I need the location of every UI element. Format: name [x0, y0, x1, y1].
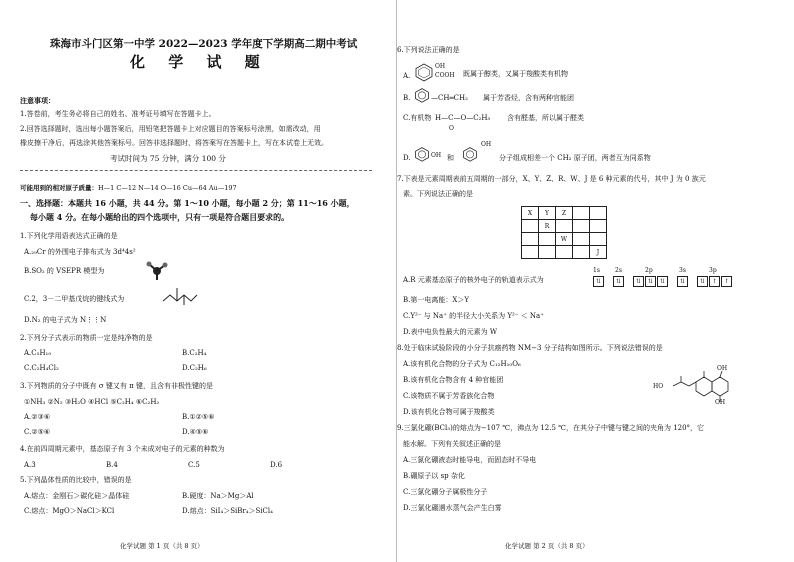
grid-cell: W — [556, 233, 573, 246]
q7-option-c: C.Y²⁻ 与 Na⁺ 的半径大小关系为 Y²⁻ ＜ Na⁺ — [403, 312, 544, 320]
orbital-box: ⇅ — [613, 276, 624, 287]
q9-option-d: D.三氯化硼遇水蒸气会产生白雾 — [403, 504, 502, 512]
q5-option-b: B.硬度：Na＞Mg＞Al — [182, 492, 254, 500]
grid-cell — [539, 233, 556, 246]
q5-option-c: C.熔点：MgO＞NaCl＞KCl — [24, 507, 115, 515]
q7-stem-1: 7.下表是元素周期表前五周期的一部分，X、Y、Z、R、W、J 是 6 种元素的代号，其中 J 为 0 族元 — [397, 175, 706, 183]
atomic-masses-label: 可能用到的相对原子质量： — [20, 184, 98, 192]
orbital-box: ⇅ — [677, 276, 688, 287]
benzyl-alcohol-ring-icon — [413, 62, 435, 82]
q9-stem-2: 能水解。下列有关叙述正确的是 — [403, 440, 501, 448]
orbital-label-1s: 1s — [593, 267, 600, 274]
q6-stem: 6.下列说法正确的是 — [397, 46, 460, 54]
orbital-diagram — [593, 276, 733, 287]
orbital-box: ⇅ — [657, 276, 668, 287]
grid-cell — [556, 246, 573, 259]
q4-stem: 4.在前四周期元素中，基态原子有 3 个未成对电子的元素的种数为 — [20, 445, 225, 453]
q1-option-b: B.SO₂ 的 VSEPR 模型为 — [24, 267, 105, 275]
grid-cell — [573, 246, 590, 259]
school-title: 珠海市斗门区第一中学 2022—2023 学年度下学期高二期中考试 — [50, 38, 358, 50]
q3-option-c: C.②⑤⑥ — [24, 428, 51, 436]
q6-option-c-post: 含有醛基，所以属于醛类 — [507, 114, 584, 122]
q6-d-oh-2: OH — [481, 141, 492, 148]
q3-option-d: D.④⑤⑥ — [182, 428, 209, 436]
section-1-line-1: 一、选择题：本题共 16 小题，共 44 分。第 1～10 小题，每小题 2 分；第 11～16 小题， — [20, 198, 355, 208]
atomic-masses — [20, 184, 237, 193]
styrene-ring-icon — [413, 87, 431, 103]
grid-cell: J — [590, 246, 607, 259]
q8-ho-label: HO — [653, 383, 664, 390]
orbital-box: ↑ — [721, 276, 732, 287]
q3-stem: 3.下列物质的分子中既有 σ 键又有 π 键，且含有非极性键的是 — [20, 382, 213, 390]
notes-heading: 注意事项： — [20, 96, 55, 105]
q8-option-c: C.该物质不属于芳香族化合物 — [403, 392, 495, 400]
benzyl-ring-icon — [461, 146, 479, 162]
q2-option-d: D.C₂H₆ — [182, 364, 207, 372]
q6-d-and: 和 — [447, 154, 454, 162]
q1-option-d: D.N₂ 的电子式为 N⋮⋮N — [24, 316, 107, 324]
q2-option-c: C.C₂H₄Cl₂ — [24, 364, 59, 372]
q6-option-a-label: A. — [403, 72, 411, 80]
q7-option-b: B.第一电离能：X＞Y — [403, 296, 469, 304]
q6-c-carbonyl-o: O — [449, 125, 454, 132]
q6-d-oh-1: OH — [431, 152, 442, 159]
exam-title: 化 学 试 题 — [130, 53, 269, 71]
q2-stem: 2.下列分子式表示的物质一定是纯净物的是 — [20, 334, 153, 342]
q4-option-c: C.5 — [188, 461, 200, 469]
q1-option-a: A.₂₉Cr 的外围电子排布式为 3d⁴4s² — [24, 248, 136, 256]
nm3-structure-icon — [659, 362, 745, 406]
q9-stem-1: 9.三氯化硼(BCl₃)的熔点为−107 ℃，沸点为 12.5 ℃，在其分子中键与键之间的夹角为 120°，它 — [397, 424, 705, 432]
q8-option-d: D.该有机化合物可属于羧酸类 — [403, 408, 495, 416]
q5-option-a: A.熔点：金刚石＞碳化硅＞晶体硅 — [24, 492, 130, 500]
vsepr-model-icon — [146, 260, 168, 282]
orbital-box: ↑ — [709, 276, 720, 287]
periodic-table-fragment — [521, 206, 607, 259]
section-1-line-2: 每小题 4 分。在每小题给出的四个选项中，只有一项是符合题目要求的。 — [30, 212, 290, 222]
divider — [20, 170, 372, 171]
q4-option-b: B.4 — [106, 461, 118, 469]
skeletal-formula-icon — [162, 286, 198, 306]
q7-option-a: A.R 元素基态原子的核外电子的轨道表示式为 — [403, 276, 544, 284]
grid-cell — [573, 220, 590, 233]
grid-cell — [522, 233, 539, 246]
q1-option-c: C.2，3－二甲基戊烷的键线式为 — [24, 295, 125, 303]
q5-option-d: D.熔点：SiI₄＞SiBr₄＞SiCl₄ — [182, 507, 273, 515]
page-2 — [397, 0, 794, 562]
orbital-label-2s: 2s — [615, 267, 622, 274]
q7-option-d: D.表中电负性最大的元素为 W — [403, 328, 498, 336]
page-2-footer: 化学试题 第 2 页（共 8 页） — [505, 542, 589, 550]
grid-cell: R — [539, 220, 556, 233]
q7-stem-2: 素。下列说法正确的是 — [403, 190, 473, 198]
grid-cell — [539, 246, 556, 259]
q9-option-b: B.硼原子以 sp 杂化 — [403, 472, 465, 480]
q6-a-cooh: COOH — [435, 72, 455, 79]
atomic-masses-values: H—1 C—12 N—14 O—16 Cu—64 Au—197 — [98, 184, 237, 192]
q2-option-b: B.C₂H₄ — [182, 349, 207, 357]
q6-option-b-label: B. — [403, 94, 411, 102]
q2-option-a: A.C₅H₁₀ — [24, 349, 52, 357]
grid-cell — [590, 233, 607, 246]
grid-cell — [590, 207, 607, 220]
q6-option-c-pre: C.有机物 — [403, 114, 432, 122]
q8-oh-bottom: OH — [715, 399, 726, 406]
note-2: 2.回答选择题时，选出每小题答案后，用铅笔把答题卡上对应题目的答案标号涂黑，如需改动，用 — [20, 125, 321, 133]
q8-stem: 8.处于临床试验阶段的小分子抗癌药物 NM−3 分子结构如图所示。下列说法错误的是 — [397, 344, 663, 352]
page-1-footer: 化学试题 第 1 页（共 8 页） — [120, 542, 204, 550]
grid-cell — [573, 233, 590, 246]
grid-cell — [522, 220, 539, 233]
q9-option-c: C.三氯化硼分子属极性分子 — [403, 488, 488, 496]
q3-option-a: A.②③⑥ — [24, 413, 51, 421]
q4-option-d: D.6 — [270, 461, 283, 469]
grid-cell: X — [522, 207, 539, 220]
grid-cell — [590, 220, 607, 233]
grid-cell — [556, 220, 573, 233]
q5-stem: 5.下列晶体性质的比较中，错误的是 — [20, 476, 132, 484]
q6-option-d-label: D. — [403, 154, 411, 162]
orbital-label-2p: 2p — [645, 267, 653, 274]
q6-a-oh: OH — [435, 63, 446, 70]
q9-option-a: A.三氯化硼液态时能导电，而固态时不导电 — [403, 456, 537, 464]
grid-cell: Z — [556, 207, 573, 220]
note-1: 1.答卷前，考生务必将自己的姓名、准考证号填写在答题卡上。 — [20, 110, 216, 118]
q3-option-b: B.①②⑤⑥ — [182, 413, 215, 421]
orbital-label-3p: 3p — [709, 267, 717, 274]
q6-option-a: 既属于醇类，又属于羧酸类有机物 — [463, 70, 568, 78]
orbital-label-3s: 3s — [679, 267, 686, 274]
q3-items: ①NH₃ ②N₂ ③H₂O ④HCl ⑤C₂H₄ ⑥C₂H₂ — [24, 398, 160, 406]
grid-cell: Y — [539, 207, 556, 220]
phenol-ring-icon — [413, 146, 431, 162]
orbital-box: ⇅ — [593, 276, 604, 287]
q8-oh-top: OH — [717, 365, 728, 372]
orbital-box: ⇅ — [645, 276, 656, 287]
q4-option-a: A.3 — [24, 461, 36, 469]
grid-cell — [522, 246, 539, 259]
q8-option-b: B.该有机化合物含有 4 种官能团 — [403, 376, 504, 384]
q1-stem: 1.下列化学用语表达式正确的是 — [20, 232, 118, 240]
note-3: 橡皮擦干净后，再选涂其他答案标号。回答非选择题时，将答案写在答题卡上，写在本试卷上无效。 — [20, 139, 328, 147]
q6-b-vinyl: —CH═CH₂ — [431, 94, 468, 102]
q6-option-b: 属于芳香烃，含有两种官能团 — [483, 94, 574, 102]
orbital-box: ⇅ — [633, 276, 644, 287]
grid-cell — [573, 207, 590, 220]
q6-option-d-post: 分子组成相差一个 CH₂ 原子团，两者互为同系物 — [499, 154, 651, 162]
q6-c-formula: H—C—O—C₂H₅ — [435, 114, 491, 122]
exam-time: 考试时间为 75 分钟，满分 100 分 — [110, 154, 226, 163]
q8-option-a: A.该有机化合物的分子式为 C₁₂H₁₀O₆ — [403, 360, 521, 368]
orbital-box: ⇅ — [697, 276, 708, 287]
